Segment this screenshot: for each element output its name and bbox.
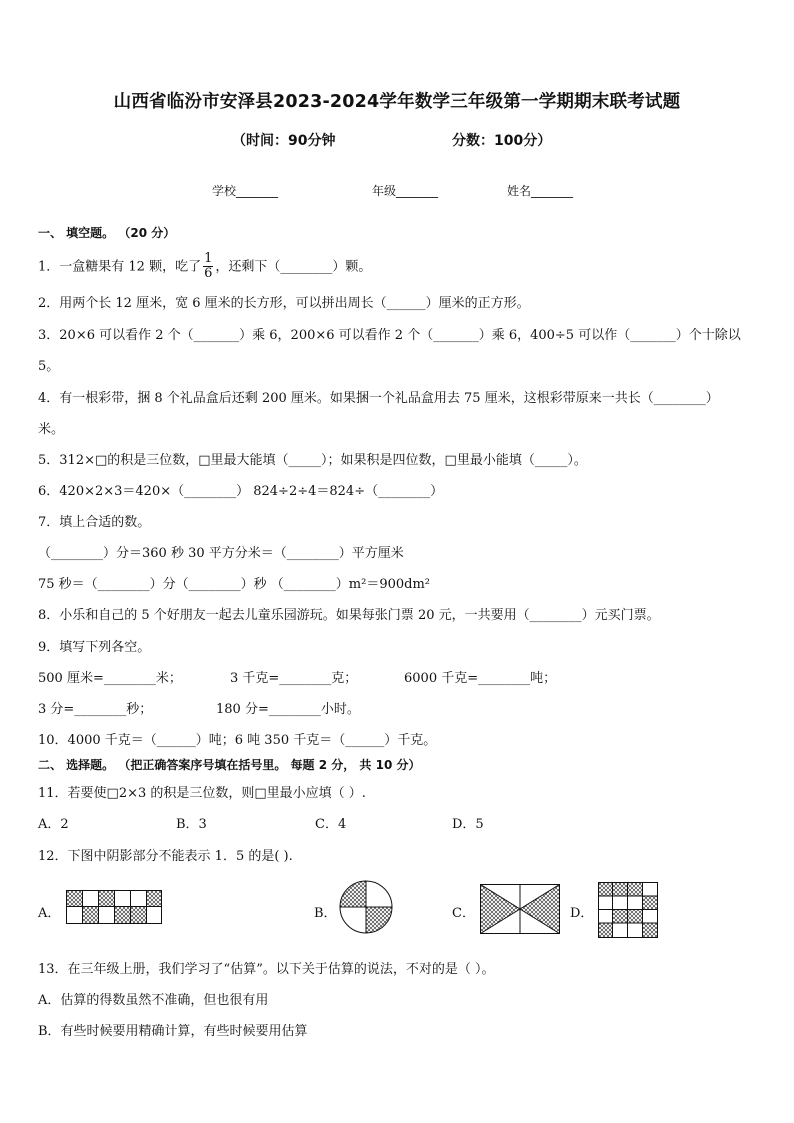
q12-option-c[interactable]: C． — [452, 906, 475, 921]
page-title: 山西省临汾市安泽县2023-2024学年数学三年级第一学期期末联考试题 — [113, 92, 681, 112]
q12-figure-b-circle — [339, 880, 393, 934]
q11-option-a[interactable]: A．2 — [38, 817, 69, 832]
question-2: 2．用两个长 12 厘米，宽 6 厘米的长方形，可以拼出周长（______）厘米的正方形。 — [38, 296, 530, 311]
question-4: 4．有一根彩带，捆 8 个礼品盒后还剩 200 厘米。如果捆一个礼品盒用去 75 厘米，这根彩带原来一共长（________） — [38, 391, 719, 406]
question-4-cont: 米。 — [38, 422, 65, 437]
question-9-item: 6000 千克=________吨； — [404, 671, 557, 686]
question-1-text-pre: 1．一盒糖果有 12 颗，吃了 — [38, 259, 202, 275]
question-6: 6．420×2×3＝420×（________） 824÷2÷4＝824÷（________） — [38, 484, 444, 499]
q11-option-c[interactable]: C．4 — [315, 817, 347, 832]
question-7-row-2: 75 秒＝（________）分（________）秒 （________）m²＝900dm² — [38, 577, 431, 592]
q11-option-d[interactable]: D．5 — [452, 817, 484, 832]
exam-score: 分数：100分） — [452, 133, 552, 149]
q12-figure-d-grid — [598, 882, 658, 938]
question-12: 12．下图中阴影部分不能表示 1．5 的是( ). — [38, 849, 293, 864]
q12-figure-a-grid — [66, 890, 162, 924]
question-9-item: 3 分=________秒； — [38, 702, 153, 717]
q12-figure-c-triangles — [480, 884, 560, 934]
section-choice-heading: 二、 选择题。 （把正确答案序号填在括号里。 每题 2 分， 共 10 分） — [38, 758, 421, 772]
question-3-cont: 5。 — [38, 359, 60, 374]
q12-option-a[interactable]: A． — [38, 906, 61, 921]
school-field[interactable]: 学校_______ — [212, 184, 279, 198]
fraction-numerator: 1 — [204, 251, 213, 266]
question-9-item: 3 千克=________克； — [230, 671, 358, 686]
question-9-item: 500 厘米=________米； — [38, 671, 182, 686]
question-9: 9．填写下列各空。 — [38, 640, 151, 655]
question-3: 3．20×6 可以看作 2 个（_______）乘 6，200×6 可以看作 2 个（_______）乘 6，400÷5 可以作（_______）个十除以 — [38, 328, 741, 343]
question-13: 13．在三年级上册，我们学习了“估算”。以下关于估算的说法，不对的是（ ）。 — [38, 962, 495, 977]
fraction — [203, 252, 213, 282]
question-1 — [38, 252, 371, 282]
question-11: 11．若要使□2×3 的积是三位数，则□里最小应填（ ）. — [38, 786, 366, 801]
fraction-denominator: 6 — [204, 266, 213, 282]
question-5: 5．312×□的积是三位数，□里最大能填（_____）；如果积是四位数，□里最小能填（_____）。 — [38, 453, 587, 468]
q13-option-a[interactable]: A．估算的得数虽然不准确，但也很有用 — [38, 993, 269, 1008]
q11-option-b[interactable]: B．3 — [176, 817, 207, 832]
question-8: 8．小乐和自己的 5 个好朋友一起去儿童乐园游玩。如果每张门票 20 元，一共要用（________）元买门票。 — [38, 608, 660, 623]
q13-option-b[interactable]: B．有些时候要用精确计算，有些时候要用估算 — [38, 1024, 308, 1039]
section-fill-blank-heading: 一、 填空题。 （20 分） — [38, 226, 176, 240]
question-1-text-post: ，还剩下（________）颗。 — [215, 259, 372, 275]
q12-option-d[interactable]: D． — [570, 906, 594, 921]
q12-option-b[interactable]: B． — [314, 906, 337, 921]
question-9-item: 180 分=________小时。 — [216, 702, 360, 717]
question-7: 7．填上合适的数。 — [38, 515, 151, 530]
grade-field[interactable]: 年级_______ — [372, 184, 439, 198]
question-7-row-1: （________）分＝360 秒 30 平方分米＝（________）平方厘米 — [38, 546, 404, 561]
exam-time: （时间：90分钟 — [232, 133, 336, 149]
question-10: 10．4000 千克＝（______）吨；6 吨 350 千克＝（______）千克。 — [38, 733, 437, 748]
name-field[interactable]: 姓名_______ — [507, 184, 574, 198]
